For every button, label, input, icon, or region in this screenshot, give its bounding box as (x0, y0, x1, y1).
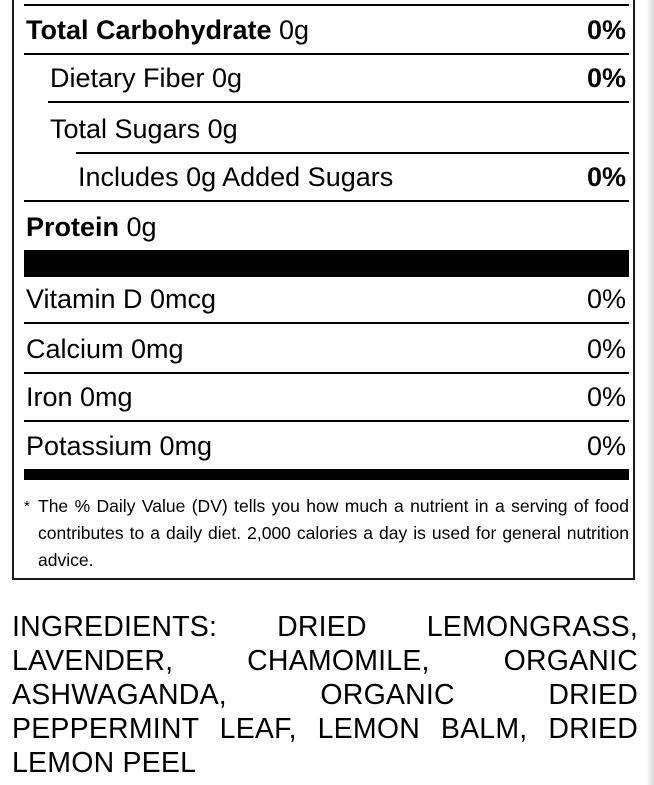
footnote-text: The % Daily Value (DV) tells you how much a nutrient in a serving of food contributes to a daily diet. 2,000 calories a day is used for general nutrition advice. (38, 496, 629, 570)
vitamin-label: Potassium 0mg (26, 431, 213, 461)
thick-divider-bar (24, 250, 629, 277)
divider-iron (24, 420, 629, 422)
divider-vitamin-d (24, 322, 629, 324)
dietary-fiber-dv: 0% (586, 63, 626, 93)
footnote-divider (24, 469, 629, 480)
vitamin-dv: 0% (586, 431, 626, 461)
total-carbohydrate-row (26, 17, 626, 47)
vitamin-label: Iron 0mg (26, 382, 133, 412)
added-sugars-dv: 0% (586, 162, 626, 192)
added-sugars-row (78, 164, 626, 194)
daily-value-footnote (24, 493, 629, 574)
ingredients-text: INGREDIENTS: DRIED LEMONGRASS, LAVENDER, CHAMOMILE, ORGANIC ASHWAGANDA, ORGANIC DRIED PEPPERMINT LEAF, LEMON BALM, DRIED LEMON PEEL (12, 611, 638, 779)
added-sugars-label: Includes 0g Added Sugars (78, 162, 394, 192)
vitamin-row (26, 286, 626, 316)
vitamin-label: Calcium 0mg (26, 334, 184, 364)
divider-fiber (48, 101, 629, 103)
total-carbohydrate-amount: 0g (271, 15, 310, 45)
divider-calcium (24, 372, 629, 374)
dietary-fiber-label: Dietary Fiber 0g (50, 63, 243, 93)
edge-shade (646, 0, 654, 785)
vitamin-label: Vitamin D 0mcg (26, 284, 217, 314)
vitamin-dv: 0% (586, 334, 626, 364)
vitamin-row (26, 336, 626, 366)
total-sugars-row (50, 116, 626, 146)
vitamin-row (26, 433, 626, 463)
footnote-asterisk: * (24, 498, 30, 515)
vitamin-row (26, 384, 626, 414)
divider-top (24, 4, 629, 6)
vitamin-dv: 0% (586, 284, 626, 314)
vitamin-dv: 0% (586, 382, 626, 412)
divider-sugars (76, 152, 629, 154)
protein-label: Protein (26, 212, 120, 242)
divider-carb (24, 53, 629, 55)
protein-row (26, 214, 626, 244)
divider-added-sugars (24, 200, 629, 202)
total-sugars-label: Total Sugars 0g (50, 114, 238, 144)
total-carbohydrate-label: Total Carbohydrate (26, 15, 272, 45)
dietary-fiber-row (50, 65, 626, 95)
protein-amount: 0g (119, 212, 157, 242)
total-carbohydrate-dv: 0% (586, 15, 626, 45)
